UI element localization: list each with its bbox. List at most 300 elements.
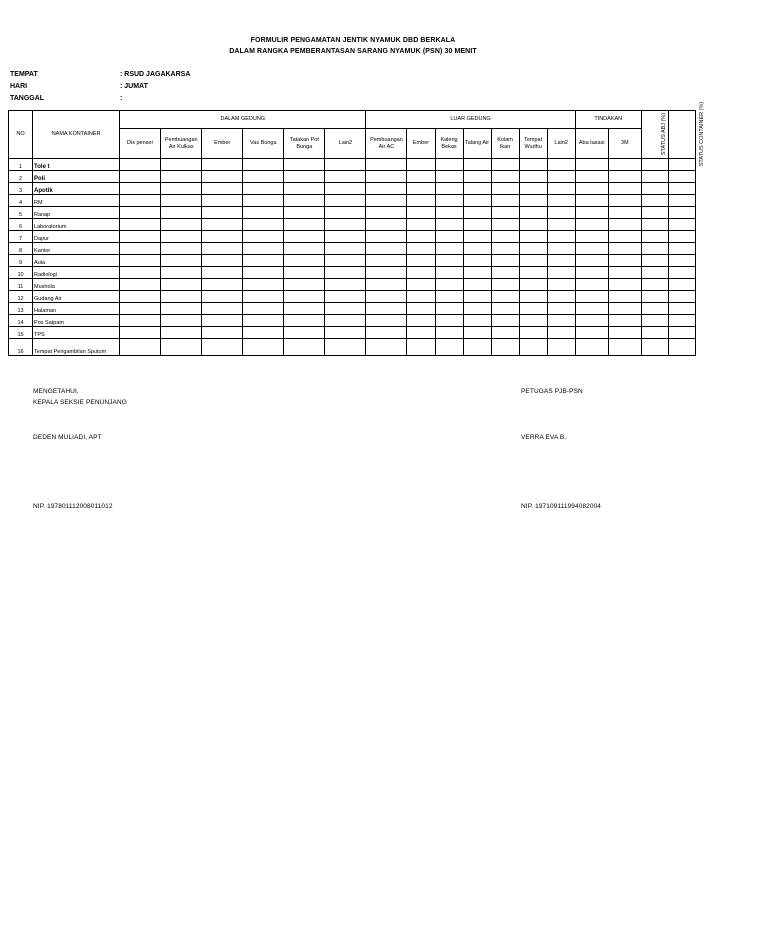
empty-cell[interactable] [284, 243, 325, 255]
empty-cell[interactable] [161, 231, 202, 243]
empty-cell[interactable] [519, 327, 547, 339]
empty-cell[interactable] [325, 327, 366, 339]
empty-cell[interactable] [575, 243, 608, 255]
empty-cell[interactable] [547, 243, 575, 255]
empty-cell[interactable] [120, 159, 161, 171]
empty-cell[interactable] [668, 195, 695, 207]
observation-table [8, 102, 706, 356]
empty-cell[interactable] [284, 219, 325, 231]
empty-cell[interactable] [407, 243, 435, 255]
empty-cell[interactable] [161, 195, 202, 207]
empty-cell[interactable] [284, 315, 325, 327]
empty-cell[interactable] [366, 339, 407, 356]
col-ember-dalam: Ember [202, 129, 243, 159]
empty-cell[interactable] [435, 303, 463, 315]
empty-cell[interactable] [407, 231, 435, 243]
empty-cell[interactable] [668, 183, 695, 195]
empty-cell[interactable] [407, 267, 435, 279]
empty-cell[interactable] [325, 159, 366, 171]
empty-cell[interactable] [325, 243, 366, 255]
empty-cell[interactable] [284, 171, 325, 183]
empty-cell[interactable] [161, 243, 202, 255]
empty-cell[interactable] [641, 315, 668, 327]
empty-cell[interactable] [161, 159, 202, 171]
empty-cell[interactable] [435, 159, 463, 171]
empty-cell[interactable] [547, 159, 575, 171]
empty-cell[interactable] [519, 207, 547, 219]
empty-cell[interactable] [120, 195, 161, 207]
petugas-label: PETUGAS PJB-PSN [521, 388, 583, 395]
empty-cell[interactable] [463, 339, 491, 356]
empty-cell[interactable] [366, 219, 407, 231]
empty-cell[interactable] [463, 291, 491, 303]
empty-cell[interactable] [202, 183, 243, 195]
empty-cell[interactable] [519, 339, 547, 356]
empty-cell[interactable] [243, 183, 284, 195]
empty-cell[interactable] [284, 339, 325, 356]
empty-cell[interactable] [407, 291, 435, 303]
empty-cell[interactable] [608, 195, 641, 207]
empty-cell[interactable] [608, 291, 641, 303]
empty-cell[interactable] [547, 255, 575, 267]
form-title-line2: DALAM RANGKA PEMBERANTASAN SARANG NYAMUK (PSN) 30 MENIT [229, 48, 477, 55]
empty-cell[interactable] [641, 327, 668, 339]
empty-cell[interactable] [608, 255, 641, 267]
empty-cell[interactable] [366, 255, 407, 267]
empty-cell[interactable] [435, 195, 463, 207]
empty-cell[interactable] [120, 303, 161, 315]
empty-cell[interactable] [575, 207, 608, 219]
empty-cell[interactable] [366, 183, 407, 195]
empty-cell[interactable] [243, 207, 284, 219]
empty-cell[interactable] [668, 231, 695, 243]
table-row [9, 315, 696, 327]
empty-cell[interactable] [325, 279, 366, 291]
table-row [9, 303, 696, 315]
empty-cell[interactable] [547, 327, 575, 339]
empty-cell[interactable] [668, 207, 695, 219]
empty-cell[interactable] [284, 267, 325, 279]
empty-cell[interactable] [435, 219, 463, 231]
empty-cell[interactable] [161, 327, 202, 339]
empty-cell[interactable] [284, 159, 325, 171]
empty-cell[interactable] [202, 195, 243, 207]
empty-cell[interactable] [519, 231, 547, 243]
empty-cell[interactable] [641, 243, 668, 255]
empty-cell[interactable] [547, 315, 575, 327]
empty-cell[interactable] [202, 255, 243, 267]
empty-cell[interactable] [641, 231, 668, 243]
empty-cell[interactable] [161, 171, 202, 183]
empty-cell[interactable] [547, 339, 575, 356]
table-row [9, 183, 696, 195]
empty-cell[interactable] [575, 291, 608, 303]
empty-cell[interactable] [463, 267, 491, 279]
empty-cell[interactable] [575, 183, 608, 195]
empty-cell[interactable] [202, 339, 243, 356]
empty-cell[interactable] [120, 243, 161, 255]
empty-cell[interactable] [519, 279, 547, 291]
empty-cell[interactable] [407, 327, 435, 339]
empty-cell[interactable] [608, 231, 641, 243]
container-name: Poli [33, 171, 120, 183]
empty-cell[interactable] [202, 219, 243, 231]
table-row [9, 195, 696, 207]
empty-cell[interactable] [284, 327, 325, 339]
empty-cell[interactable] [366, 267, 407, 279]
empty-cell[interactable] [284, 231, 325, 243]
empty-cell[interactable] [491, 315, 519, 327]
empty-cell[interactable] [491, 267, 519, 279]
empty-cell[interactable] [641, 339, 668, 356]
empty-cell[interactable] [325, 231, 366, 243]
row-number: 16 [9, 339, 33, 356]
empty-cell[interactable] [608, 183, 641, 195]
container-name: Radiologi [33, 267, 120, 279]
empty-cell[interactable] [491, 327, 519, 339]
empty-cell[interactable] [668, 267, 695, 279]
empty-cell[interactable] [325, 303, 366, 315]
empty-cell[interactable] [463, 327, 491, 339]
empty-cell[interactable] [491, 279, 519, 291]
empty-cell[interactable] [161, 267, 202, 279]
empty-cell[interactable] [435, 315, 463, 327]
empty-cell[interactable] [161, 255, 202, 267]
empty-cell[interactable] [491, 183, 519, 195]
empty-cell[interactable] [366, 171, 407, 183]
empty-cell[interactable] [547, 183, 575, 195]
empty-cell[interactable] [243, 243, 284, 255]
empty-cell[interactable] [641, 291, 668, 303]
empty-cell[interactable] [120, 315, 161, 327]
empty-cell[interactable] [325, 219, 366, 231]
empty-cell[interactable] [519, 243, 547, 255]
empty-cell[interactable] [641, 159, 668, 171]
empty-cell[interactable] [491, 291, 519, 303]
table-row [9, 291, 696, 303]
empty-cell[interactable] [120, 207, 161, 219]
empty-cell[interactable] [608, 243, 641, 255]
empty-cell[interactable] [243, 291, 284, 303]
empty-cell[interactable] [491, 171, 519, 183]
empty-cell[interactable] [120, 267, 161, 279]
empty-cell[interactable] [284, 207, 325, 219]
empty-cell[interactable] [435, 279, 463, 291]
empty-cell[interactable] [435, 291, 463, 303]
empty-cell[interactable] [243, 339, 284, 356]
empty-cell[interactable] [641, 171, 668, 183]
empty-cell[interactable] [575, 171, 608, 183]
empty-cell[interactable] [161, 339, 202, 356]
empty-cell[interactable] [547, 171, 575, 183]
table-row [9, 279, 696, 291]
empty-cell[interactable] [366, 291, 407, 303]
empty-cell[interactable] [243, 171, 284, 183]
empty-cell[interactable] [463, 183, 491, 195]
empty-cell[interactable] [547, 303, 575, 315]
empty-cell[interactable] [668, 171, 695, 183]
empty-cell[interactable] [366, 327, 407, 339]
empty-cell[interactable] [325, 207, 366, 219]
empty-cell[interactable] [366, 231, 407, 243]
empty-cell[interactable] [202, 291, 243, 303]
container-name: Kantor [33, 243, 120, 255]
empty-cell[interactable] [161, 279, 202, 291]
container-name: Laboratorium [33, 219, 120, 231]
empty-cell[interactable] [668, 291, 695, 303]
empty-cell[interactable] [519, 255, 547, 267]
empty-cell[interactable] [463, 303, 491, 315]
empty-cell[interactable] [608, 267, 641, 279]
empty-cell[interactable] [641, 267, 668, 279]
empty-cell[interactable] [608, 219, 641, 231]
empty-cell[interactable] [547, 279, 575, 291]
empty-cell[interactable] [519, 267, 547, 279]
empty-cell[interactable] [575, 195, 608, 207]
empty-cell[interactable] [407, 315, 435, 327]
empty-cell[interactable] [491, 303, 519, 315]
tindakan-header: TINDAKAN [575, 111, 641, 129]
empty-cell[interactable] [668, 279, 695, 291]
container-name: Gudang Air [33, 291, 120, 303]
empty-cell[interactable] [243, 195, 284, 207]
empty-cell[interactable] [547, 231, 575, 243]
empty-cell[interactable] [407, 303, 435, 315]
empty-cell[interactable] [519, 195, 547, 207]
empty-cell[interactable] [463, 159, 491, 171]
empty-cell[interactable] [668, 243, 695, 255]
empty-cell[interactable] [407, 219, 435, 231]
empty-cell[interactable] [491, 339, 519, 356]
empty-cell[interactable] [243, 303, 284, 315]
empty-cell[interactable] [407, 279, 435, 291]
empty-cell[interactable] [519, 159, 547, 171]
empty-cell[interactable] [608, 207, 641, 219]
empty-cell[interactable] [161, 291, 202, 303]
empty-cell[interactable] [366, 243, 407, 255]
empty-cell[interactable] [575, 267, 608, 279]
empty-cell[interactable] [435, 183, 463, 195]
empty-cell[interactable] [407, 171, 435, 183]
empty-cell[interactable] [243, 267, 284, 279]
row-number: 6 [9, 219, 33, 231]
empty-cell[interactable] [491, 219, 519, 231]
empty-cell[interactable] [435, 171, 463, 183]
empty-cell[interactable] [575, 279, 608, 291]
empty-cell[interactable] [120, 219, 161, 231]
empty-cell[interactable] [608, 303, 641, 315]
empty-cell[interactable] [120, 279, 161, 291]
empty-cell[interactable] [202, 207, 243, 219]
empty-cell[interactable] [608, 159, 641, 171]
empty-cell[interactable] [608, 315, 641, 327]
empty-cell[interactable] [325, 171, 366, 183]
empty-cell[interactable] [407, 159, 435, 171]
empty-cell[interactable] [120, 231, 161, 243]
empty-cell[interactable] [668, 159, 695, 171]
empty-cell[interactable] [547, 291, 575, 303]
empty-cell[interactable] [463, 255, 491, 267]
no-header: NO [9, 111, 33, 159]
empty-cell[interactable] [575, 315, 608, 327]
empty-cell[interactable] [407, 195, 435, 207]
empty-cell[interactable] [463, 195, 491, 207]
container-name: Dapur [33, 231, 120, 243]
empty-cell[interactable] [463, 243, 491, 255]
row-number: 3 [9, 183, 33, 195]
empty-cell[interactable] [519, 303, 547, 315]
empty-cell[interactable] [202, 231, 243, 243]
empty-cell[interactable] [491, 231, 519, 243]
empty-cell[interactable] [491, 207, 519, 219]
empty-cell[interactable] [668, 303, 695, 315]
empty-cell[interactable] [463, 279, 491, 291]
empty-cell[interactable] [202, 327, 243, 339]
empty-cell[interactable] [366, 207, 407, 219]
empty-cell[interactable] [519, 171, 547, 183]
empty-cell[interactable] [608, 171, 641, 183]
empty-cell[interactable] [435, 243, 463, 255]
empty-cell[interactable] [407, 183, 435, 195]
empty-cell[interactable] [435, 267, 463, 279]
empty-cell[interactable] [575, 303, 608, 315]
empty-cell[interactable] [407, 339, 435, 356]
empty-cell[interactable] [608, 339, 641, 356]
empty-cell[interactable] [491, 195, 519, 207]
empty-cell[interactable] [547, 195, 575, 207]
empty-cell[interactable] [243, 219, 284, 231]
empty-cell[interactable] [575, 327, 608, 339]
empty-cell[interactable] [202, 279, 243, 291]
empty-cell[interactable] [519, 219, 547, 231]
empty-cell[interactable] [325, 291, 366, 303]
empty-cell[interactable] [407, 207, 435, 219]
empty-cell[interactable] [519, 291, 547, 303]
empty-cell[interactable] [407, 255, 435, 267]
empty-cell[interactable] [325, 339, 366, 356]
right-signatory-nip: NIP. 197109111994082004 [521, 503, 602, 510]
empty-cell[interactable] [243, 231, 284, 243]
empty-cell[interactable] [366, 195, 407, 207]
empty-cell[interactable] [641, 279, 668, 291]
empty-cell[interactable] [284, 291, 325, 303]
empty-cell[interactable] [463, 219, 491, 231]
empty-cell[interactable] [325, 267, 366, 279]
empty-cell[interactable] [608, 327, 641, 339]
empty-cell[interactable] [641, 183, 668, 195]
empty-cell[interactable] [366, 315, 407, 327]
empty-cell[interactable] [284, 195, 325, 207]
empty-cell[interactable] [202, 315, 243, 327]
empty-cell[interactable] [366, 279, 407, 291]
empty-cell[interactable] [161, 303, 202, 315]
empty-cell[interactable] [325, 315, 366, 327]
empty-cell[interactable] [120, 327, 161, 339]
container-name: RM [33, 195, 120, 207]
empty-cell[interactable] [575, 339, 608, 356]
empty-cell[interactable] [325, 195, 366, 207]
empty-cell[interactable] [120, 291, 161, 303]
empty-cell[interactable] [202, 303, 243, 315]
empty-cell[interactable] [366, 303, 407, 315]
empty-cell[interactable] [284, 183, 325, 195]
empty-cell[interactable] [243, 159, 284, 171]
empty-cell[interactable] [575, 219, 608, 231]
empty-cell[interactable] [120, 171, 161, 183]
empty-cell[interactable] [161, 219, 202, 231]
empty-cell[interactable] [325, 183, 366, 195]
empty-cell[interactable] [435, 339, 463, 356]
empty-cell[interactable] [575, 255, 608, 267]
empty-cell[interactable] [120, 183, 161, 195]
empty-cell[interactable] [608, 279, 641, 291]
empty-cell[interactable] [463, 171, 491, 183]
empty-cell[interactable] [161, 183, 202, 195]
empty-cell[interactable] [161, 207, 202, 219]
empty-cell[interactable] [161, 315, 202, 327]
empty-cell[interactable] [547, 219, 575, 231]
empty-cell[interactable] [575, 231, 608, 243]
empty-cell[interactable] [641, 303, 668, 315]
empty-cell[interactable] [284, 255, 325, 267]
empty-cell[interactable] [463, 315, 491, 327]
empty-cell[interactable] [120, 339, 161, 356]
empty-cell[interactable] [668, 255, 695, 267]
empty-cell[interactable] [243, 279, 284, 291]
empty-cell[interactable] [519, 183, 547, 195]
empty-cell[interactable] [575, 159, 608, 171]
empty-cell[interactable] [202, 159, 243, 171]
empty-cell[interactable] [243, 327, 284, 339]
empty-cell[interactable] [641, 195, 668, 207]
empty-cell[interactable] [202, 243, 243, 255]
empty-cell[interactable] [668, 315, 695, 327]
empty-cell[interactable] [202, 171, 243, 183]
empty-cell[interactable] [284, 279, 325, 291]
empty-cell[interactable] [435, 255, 463, 267]
empty-cell[interactable] [435, 327, 463, 339]
empty-cell[interactable] [547, 267, 575, 279]
empty-cell[interactable] [463, 231, 491, 243]
table-row [9, 327, 696, 339]
container-name: Halaman [33, 303, 120, 315]
empty-cell[interactable] [243, 255, 284, 267]
empty-cell[interactable] [641, 255, 668, 267]
hari-value: : JUMAT [120, 83, 148, 90]
empty-cell[interactable] [325, 255, 366, 267]
empty-cell[interactable] [243, 315, 284, 327]
empty-cell[interactable] [435, 231, 463, 243]
empty-cell[interactable] [641, 219, 668, 231]
empty-cell[interactable] [284, 303, 325, 315]
empty-cell[interactable] [435, 207, 463, 219]
empty-cell[interactable] [519, 315, 547, 327]
empty-cell[interactable] [668, 219, 695, 231]
empty-cell[interactable] [463, 207, 491, 219]
empty-cell[interactable] [491, 159, 519, 171]
empty-cell[interactable] [668, 339, 695, 356]
empty-cell[interactable] [491, 243, 519, 255]
empty-cell[interactable] [202, 267, 243, 279]
empty-cell[interactable] [120, 255, 161, 267]
empty-cell[interactable] [668, 327, 695, 339]
empty-cell[interactable] [547, 207, 575, 219]
empty-cell[interactable] [366, 159, 407, 171]
col-pembuangan-air-ac: Pembuangan Air AC [366, 129, 407, 159]
empty-cell[interactable] [491, 255, 519, 267]
empty-cell[interactable] [641, 207, 668, 219]
table-row [9, 255, 696, 267]
